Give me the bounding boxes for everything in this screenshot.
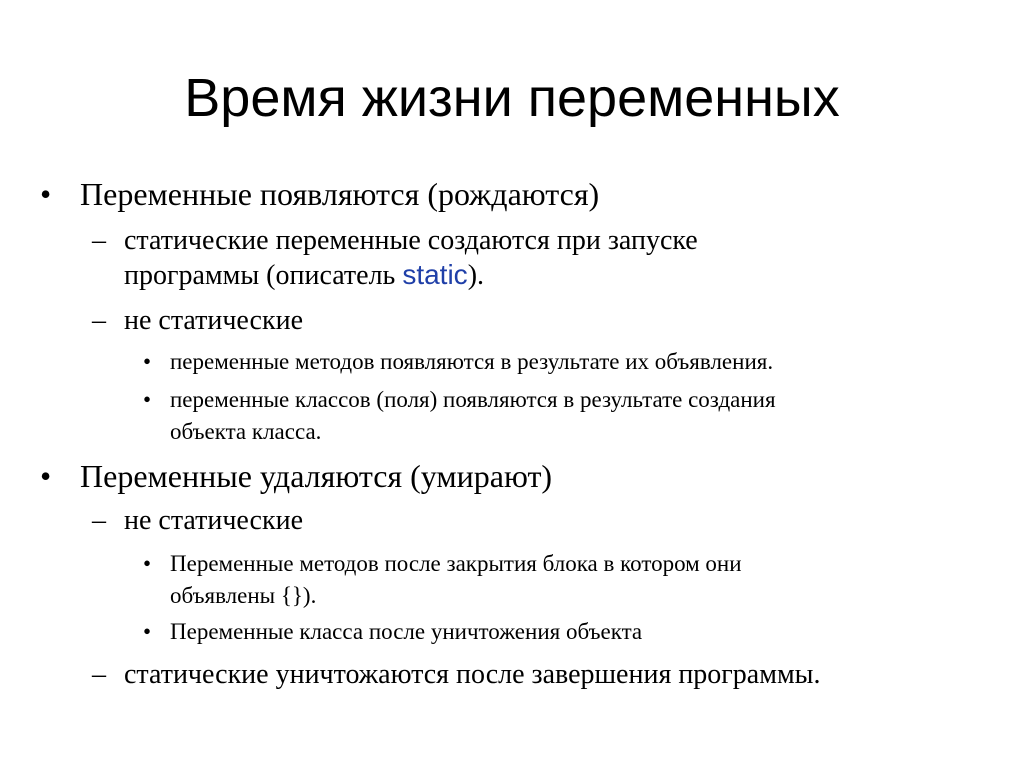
remove-nonstatic-item1-line2: объявлены {}).	[170, 583, 317, 608]
appear-static-suffix: ).	[467, 260, 485, 291]
appear-static-line2	[124, 258, 484, 293]
appear-nonstatic-item1: переменные методов появляются в результате их объявления.	[170, 349, 774, 374]
appear-static-line1: статические переменные создаются при запуске	[124, 225, 698, 256]
appear-nonstatic-label: не статические	[124, 305, 303, 336]
remove-heading: Переменные удаляются (умирают)	[80, 458, 553, 494]
sub-bullet-marker: •	[143, 551, 152, 576]
sub-bullet-marker: •	[143, 387, 152, 412]
appear-nonstatic-item2-line2: объекта класса.	[170, 419, 322, 444]
sub-bullet-marker: •	[143, 349, 152, 374]
appear-heading: Переменные появляются (рождаются)	[80, 176, 600, 212]
remove-nonstatic-item2: Переменные класса после уничтожения объекта	[170, 619, 643, 644]
slide-title: Время жизни переменных	[184, 68, 840, 128]
remove-static: статические уничтожаются после завершения программы.	[124, 659, 821, 690]
remove-nonstatic-label: не статические	[124, 505, 303, 536]
dash-marker: –	[92, 225, 106, 256]
appear-static-prefix: программы (описатель	[124, 260, 403, 291]
sub-bullet-marker: •	[143, 619, 152, 644]
dash-marker: –	[92, 505, 106, 536]
bullet-marker: •	[40, 176, 52, 212]
bullet-marker: •	[40, 458, 52, 494]
remove-nonstatic-item1-line1: Переменные методов после закрытия блока в котором они	[170, 551, 742, 576]
static-keyword: static	[402, 259, 468, 290]
dash-marker: –	[92, 659, 106, 690]
appear-nonstatic-item2-line1: переменные классов (поля) появляются в результате создания	[170, 387, 776, 412]
dash-marker: –	[92, 305, 106, 336]
